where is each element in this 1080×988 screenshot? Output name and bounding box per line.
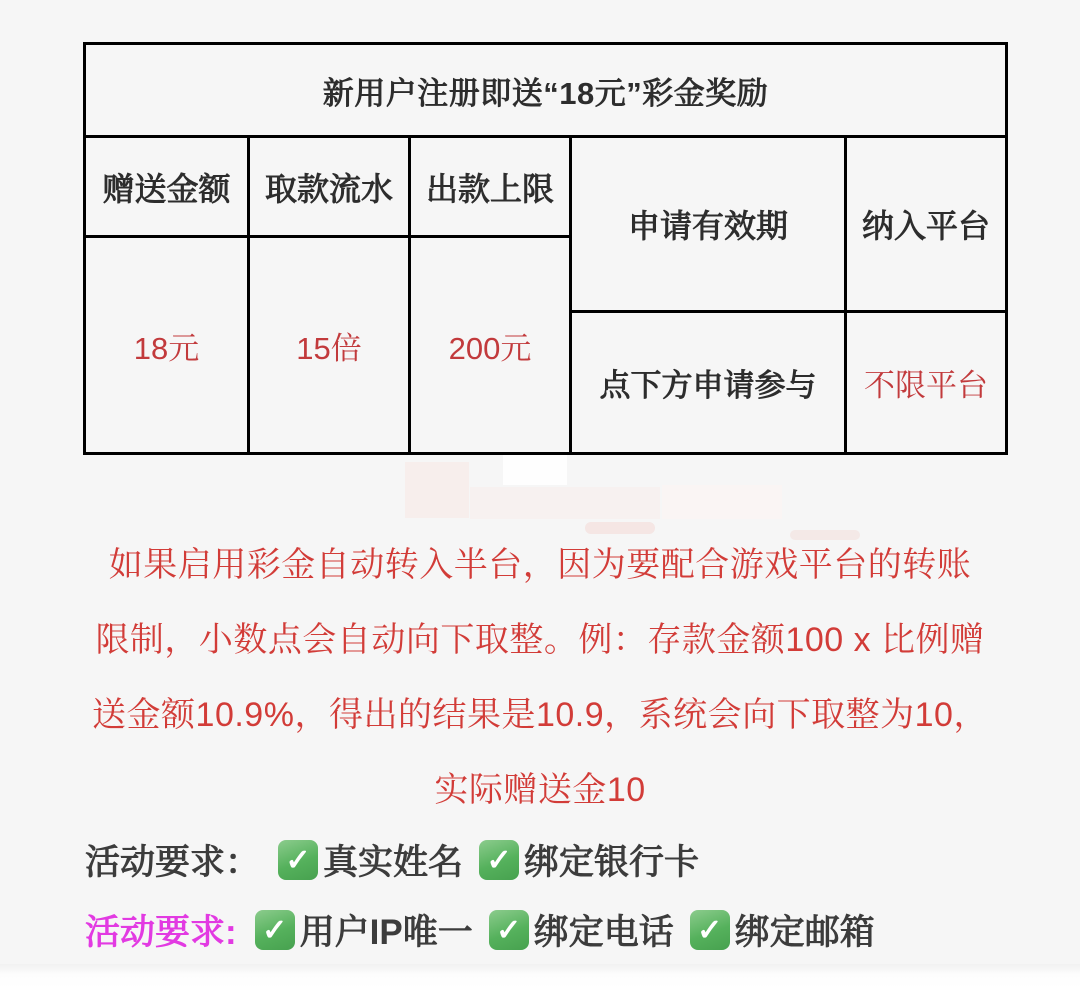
- check-icon: [278, 840, 318, 880]
- bottom-strip: [0, 964, 1080, 988]
- notice-line-2: 限制，小数点会自动向下取整。例：存款金额100 x 比例赠: [95, 621, 985, 659]
- requirement-bind-bank-card: [479, 835, 699, 885]
- requirements-label-1: 活动要求：: [85, 843, 261, 882]
- requirement-real-name: [278, 835, 463, 885]
- notice-line-3: 送金额10.9%，得出的结果是10.9，系统会向下取整为10，: [92, 696, 988, 734]
- requirement-text: 绑定银行卡: [524, 843, 700, 882]
- blur-artifact: [503, 455, 567, 485]
- bonus-table: [83, 42, 1008, 455]
- requirement-bind-email: [690, 905, 875, 955]
- requirement-text: 绑定电话: [533, 913, 674, 952]
- check-glyph: ✓: [697, 913, 723, 947]
- blur-artifact: [662, 485, 782, 519]
- requirements-label-2: 活动要求:: [85, 913, 237, 952]
- check-glyph: ✓: [486, 843, 512, 877]
- col-header-apply-validity: 申请有效期: [572, 138, 844, 310]
- col-header-payout-limit: 出款上限: [411, 138, 569, 235]
- requirements-row-1: [85, 837, 715, 883]
- value-platform-scope: 不限平台: [847, 313, 1005, 452]
- value-bonus-amount: 18元: [86, 238, 247, 452]
- notice-line-1: 如果启用彩金自动转入半台，因为要配合游戏平台的转账: [108, 546, 972, 584]
- blur-artifact: [470, 487, 660, 519]
- value-payout-limit: 200元: [411, 238, 569, 452]
- requirement-text: 绑定邮箱: [734, 913, 875, 952]
- col-header-platform-scope: 纳入平台: [847, 138, 1005, 310]
- check-glyph: ✓: [285, 843, 311, 877]
- requirement-bind-phone: [489, 905, 674, 955]
- check-icon: [255, 910, 295, 950]
- value-apply-validity: 点下方申请参与: [572, 313, 844, 452]
- table-title: 新用户注册即送“18元”彩金奖励: [86, 45, 1005, 135]
- requirement-unique-ip: [255, 905, 473, 955]
- blur-artifact: [405, 462, 469, 518]
- col-header-withdraw-flow: 取款流水: [250, 138, 408, 235]
- value-withdraw-flow: 15倍: [250, 238, 408, 452]
- requirements-row-2: [85, 907, 891, 953]
- requirement-text: 用户IP唯一: [299, 913, 473, 952]
- notice-line-4: 实际赠送金10: [434, 771, 646, 809]
- notice-paragraph: [0, 528, 1080, 828]
- check-icon: [489, 910, 529, 950]
- requirement-text: 真实姓名: [323, 843, 464, 882]
- check-icon: [690, 910, 730, 950]
- check-icon: [479, 840, 519, 880]
- check-glyph: ✓: [496, 913, 522, 947]
- check-glyph: ✓: [262, 913, 288, 947]
- col-header-bonus-amount: 赠送金额: [86, 138, 247, 235]
